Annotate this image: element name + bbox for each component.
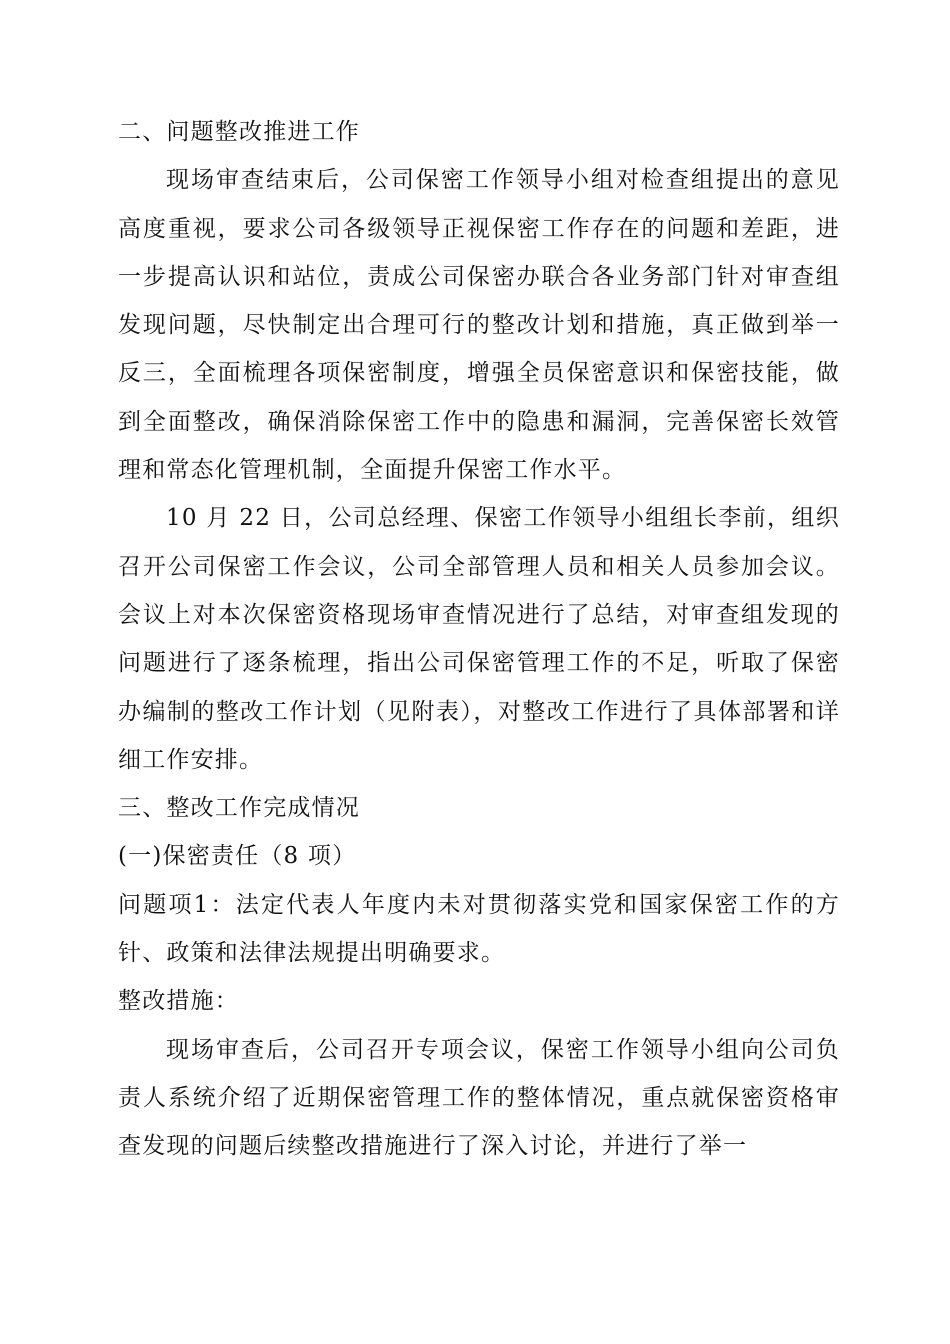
section-heading-3: 三、整改工作完成情况 [118, 795, 360, 822]
subsection-heading-responsibility: (一)保密责任（8 项） [118, 843, 357, 870]
section-heading-2: 二、问题整改推进工作 [118, 119, 360, 145]
paragraph-measures: 现场审查后，公司召开专项会议，保密工作领导小组向公司负责人系统介绍了近期保密管理工作的整体情况，重点就保密资格审查发现的问题后续整改措施进行了深入讨论，并进行了举一 [118, 1036, 840, 1160]
paragraph-rectification-requirements: 现场审查结束后，公司保密工作领导小组对检查组提出的意见高度重视，要求公司各级领导正视保密工作存在的问题和差距，进一步提高认识和站位，责成公司保密办联合各业务部门针对审查组发现问题，尽快制定出合理可行的整改计划和措施，真正做到举一反三，全面梳理各项保密制度，增强全员保密意识和保密技能，做到全面整改，确保消除保密工作中的隐患和漏洞，完善保密长效管理和常态化管理机制，全面提升保密工作水平。 [118, 167, 840, 484]
paragraph-meeting-summary: 10 月 22 日，公司总经理、保密工作领导小组组长李前，组织召开公司保密工作会议，公司全部管理人员和相关人员参加会议。会议上对本次保密资格现场审查情况进行了总结，对审查组发现的问题进行了逐条梳理，指出公司保密管理工作的不足，听取了保密办编制的整改工作计划（见附表），对整改工作进行了具体部署和详细工作安排。 [118, 505, 840, 773]
document-body [118, 108, 840, 1171]
measures-label: 整改措施： [118, 988, 239, 1015]
issue-item-1: 问题项1：法定代表人年度内未对贯彻落实党和国家保密工作的方针、政策和法律法规提出明确要求。 [118, 891, 840, 967]
